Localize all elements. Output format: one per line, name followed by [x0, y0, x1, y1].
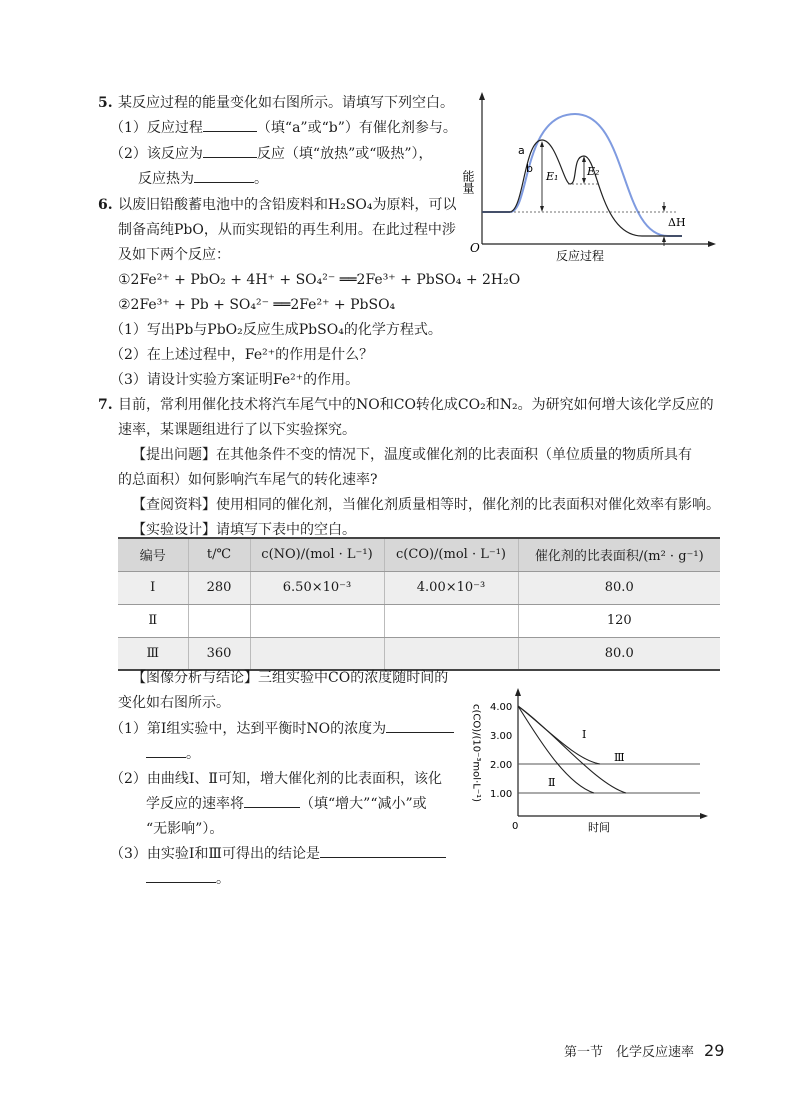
q6-part1: （1）写出Pb与PbO₂反应生成PbSO₄的化学方程式。: [110, 322, 442, 338]
cell-surface: 80.0: [518, 637, 720, 670]
curve-2-label: Ⅱ: [548, 776, 556, 789]
label-a: a: [518, 144, 525, 157]
cell-temp: 360: [188, 637, 250, 670]
tick-3: 3.00: [490, 731, 513, 742]
q6-number: 6.: [98, 197, 113, 213]
curve-3-label: Ⅲ: [614, 751, 625, 764]
q7-question-cont: 的总面积）如何影响汽车尾气的转化速率?: [118, 472, 378, 488]
tick-2: 2.00: [490, 760, 513, 771]
label-dh: ΔH: [668, 216, 686, 229]
experiment-table: [118, 537, 720, 671]
header-co: c(CO)/(mol · L⁻¹): [384, 538, 518, 571]
cell-id: Ⅰ: [118, 571, 188, 604]
q7-line2: 速率，某课题组进行了以下实验探究。: [118, 422, 356, 438]
q5-stem: 某反应过程的能量变化如右图所示。请填写下列空白。: [118, 95, 454, 111]
conc-origin: 0: [512, 821, 519, 832]
q6-reaction-1: ①2Fe²⁺ + PbO₂ + 4H⁺ + SO₄²⁻ ══2Fe³⁺ + PbSO₄ + 2H₂O: [118, 272, 521, 288]
tick-1: 1.00: [490, 789, 513, 800]
energy-curve-b: [482, 140, 682, 236]
tick-4: 4.00: [490, 702, 513, 713]
cell-co-blank[interactable]: [384, 637, 518, 670]
cell-co-blank[interactable]: [384, 604, 518, 637]
cell-no: 6.50×10⁻³: [250, 571, 384, 604]
cell-no-blank[interactable]: [250, 604, 384, 637]
q7-line1: 目前，常利用催化技术将汽车尾气中的NO和CO转化成CO₂和N₂。为研究如何增大该化学反应的: [118, 397, 714, 413]
q5-part2: （2）该反应为 反应（填“放热”或“吸热”），: [110, 146, 433, 162]
curve-2: [518, 706, 594, 793]
q7-question: 【提出问题】在其他条件不变的情况下，温度或催化剂的比表面积（单位质量的物质所具有: [132, 447, 692, 463]
q5-answer-blank-2[interactable]: [203, 144, 257, 158]
q5-answer-blank-1[interactable]: [203, 118, 257, 132]
table-row: [118, 604, 720, 637]
q7-answer-blank-1b[interactable]: [146, 744, 186, 758]
q6-reaction-2: ②2Fe³⁺ + Pb + SO₄²⁻ ══2Fe²⁺ + PbSO₄: [118, 297, 396, 313]
cell-temp: 280: [188, 571, 250, 604]
q7-reference: 【查阅资料】使用相同的催化剂，当催化剂质量相等时，催化剂的比表面积对催化效率有影响。: [132, 497, 720, 513]
q7-sub2-cont: 学反应的速率将 （填“增大”“减小”或: [146, 796, 427, 812]
q7-sub1: （1）第Ⅰ组实验中，达到平衡时NO的浓度为: [110, 719, 454, 739]
table-row: [118, 637, 720, 670]
table-row: [118, 571, 720, 604]
header-no: c(NO)/(mol · L⁻¹): [250, 538, 384, 571]
label-e1: E₁: [546, 170, 559, 183]
q6-line2: 制备高纯PbO，从而实现铅的再生利用。在此过程中涉: [118, 222, 456, 238]
q6-line3: 及如下两个反应：: [118, 247, 230, 263]
cell-co: 4.00×10⁻³: [384, 571, 518, 604]
cell-id: Ⅱ: [118, 604, 188, 637]
footer-section: 第一节 化学反应速率: [564, 1045, 695, 1060]
q7-sub1-cont: 。: [146, 744, 200, 764]
q7-sub3: （3）由实验Ⅰ和Ⅲ可得出的结论是: [110, 844, 446, 864]
q5-part1: （1）反应过程 （填“a”或“b”）有催化剂参与。: [110, 120, 457, 136]
conc-x-label: 时间: [588, 821, 610, 834]
table-header-row: [118, 538, 720, 571]
energy-curve-a: [482, 114, 682, 236]
q7-analysis-cont: 变化如右图所示。: [118, 695, 230, 711]
q5-answer-blank-3[interactable]: [194, 169, 254, 183]
conc-y-label: c(CO)/(10⁻³mol·L⁻¹): [470, 704, 482, 803]
cell-surface: 80.0: [518, 571, 720, 604]
q7-number: 7.: [98, 397, 113, 413]
q7-sub2-end: “无影响”）。: [146, 821, 224, 837]
curve-3: [518, 706, 600, 764]
concentration-time-diagram: [470, 688, 710, 834]
cell-temp-blank[interactable]: [188, 604, 250, 637]
energy-origin: O: [470, 241, 480, 255]
q7-sub2: （2）由曲线Ⅰ、Ⅱ可知，增大催化剂的比表面积，该化: [110, 771, 442, 787]
q6-line1: 以废旧铅酸蓄电池中的含铅废料和H₂SO₄为原料，可以: [118, 197, 457, 213]
q7-answer-blank-2[interactable]: [244, 794, 300, 808]
header-temp: t/℃: [188, 538, 250, 571]
energy-x-arrow: [708, 241, 716, 247]
label-b: b: [526, 162, 533, 175]
page-number: 29: [704, 1041, 725, 1060]
curve-1: [518, 706, 626, 793]
page-footer: [564, 1041, 724, 1060]
q5-number: 5.: [98, 95, 113, 111]
q7-analysis: 【图像分析与结论】三组实验中CO的浓度随时间的: [132, 670, 449, 686]
energy-y-arrow: [479, 92, 485, 100]
cell-id: Ⅲ: [118, 637, 188, 670]
q7-answer-blank-3b[interactable]: [146, 869, 216, 883]
q5-part2b: 反应热为 。: [138, 171, 268, 187]
energy-y-label: 能量: [461, 170, 475, 194]
curve-1-label: Ⅰ: [582, 728, 587, 741]
q7-sub3-cont: 。: [146, 869, 230, 889]
energy-x-label: 反应过程: [556, 249, 605, 263]
cell-surface: 120: [518, 604, 720, 637]
header-id: 编号: [118, 538, 188, 571]
label-e2: E₂: [587, 165, 600, 178]
q7-answer-blank-1[interactable]: [386, 719, 454, 733]
q6-part3: （3）请设计实验方案证明Fe²⁺的作用。: [110, 372, 360, 388]
q7-answer-blank-3[interactable]: [320, 844, 446, 858]
q7-design: 【实验设计】请填写下表中的空白。: [132, 522, 356, 538]
header-surface: 催化剂的比表面积/(m² · g⁻¹): [518, 538, 720, 571]
q6-part2: （2）在上述过程中，Fe²⁺的作用是什么？: [110, 347, 374, 363]
cell-no-blank[interactable]: [250, 637, 384, 670]
energy-diagram: [460, 92, 720, 264]
